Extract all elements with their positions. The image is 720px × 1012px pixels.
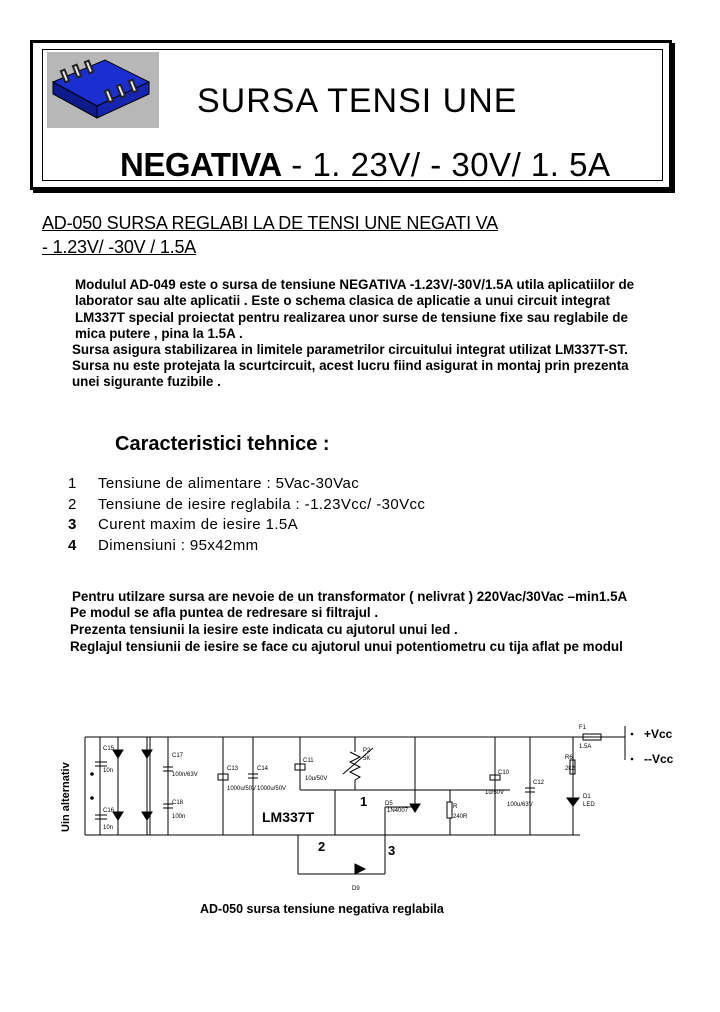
c16-value: 10n xyxy=(103,825,114,831)
c14-label: C14 xyxy=(257,766,269,772)
spec-item xyxy=(68,496,425,513)
d9-label: D9 xyxy=(352,886,360,892)
c15-label: C15 xyxy=(103,746,115,752)
d5-value: 1N4007 xyxy=(387,808,409,814)
pin-2-label: 2 xyxy=(318,839,326,854)
r-label: R xyxy=(453,804,458,810)
chip-logo xyxy=(47,52,159,128)
intro-line: Sursa nu este protejata la scurtcircuit, acest lucru fiind asigurat in montaj prin prezenta xyxy=(72,358,629,373)
c10-label: C10 xyxy=(498,770,510,776)
spec-number: 3 xyxy=(68,516,77,533)
p2-label: P2 xyxy=(363,748,371,754)
c11-label: C11 xyxy=(303,758,314,764)
c12-value: 100u/63V xyxy=(507,802,533,808)
spec-number: 4 xyxy=(68,537,77,554)
spec-item xyxy=(68,537,259,554)
intro-line: mica putere , pina la 1.5A . xyxy=(75,326,243,341)
specs-title: Caracteristici tehnice : xyxy=(115,433,330,455)
r-value: 240R xyxy=(453,814,468,820)
d1-label: D1 xyxy=(583,794,591,800)
r6-label: R6 xyxy=(565,755,573,761)
r6-value: 2k2 xyxy=(565,766,575,772)
title-bold-word: NEGATIVA xyxy=(120,146,282,183)
d5-label: D5 xyxy=(385,801,393,807)
schematic-caption: AD-050 sursa tensiune negativa reglabila xyxy=(200,902,444,916)
spec-item xyxy=(68,516,298,533)
title-line-1: SURSA TENSI UNE xyxy=(197,82,518,120)
c10-value: 1u/50V xyxy=(485,790,505,796)
f1-label: F1 xyxy=(579,725,587,731)
c11-value: 10u/50V xyxy=(305,776,328,782)
spec-text: Dimensiuni : 95x42mm xyxy=(98,537,259,554)
c13-value: 1000u/50V xyxy=(227,786,257,792)
product-heading-line-2: - 1.23V/ -30V / 1.5A xyxy=(42,237,197,257)
c14-value: 1000u/50V xyxy=(257,786,287,792)
product-heading-line-1: AD-050 SURSA REGLABI LA DE TENSI UNE NEGATI VA xyxy=(42,213,498,233)
title-box xyxy=(30,40,672,190)
c18-label: C18 xyxy=(172,800,184,806)
title-line-2 xyxy=(120,146,610,184)
ic-label: LM337T xyxy=(262,809,315,825)
usage-line: Pentru utilzare sursa are nevoie de un transformator ( nelivrat ) 220Vac/30Vac –min1.5A xyxy=(72,589,628,604)
output-terminal-plus xyxy=(631,733,634,736)
spec-item xyxy=(68,475,359,492)
spec-number: 2 xyxy=(68,496,77,513)
c17-value: 100n/63V xyxy=(172,772,198,778)
usage-line: Prezenta tensiunii la iesire este indicata cu ajutorul unui led . xyxy=(70,622,458,637)
output-terminal-minus xyxy=(631,758,634,761)
c17-label: C17 xyxy=(172,753,184,759)
c16-label: C16 xyxy=(103,808,115,814)
vcc-minus-label: --Vcc xyxy=(644,752,674,766)
p2-value: 5K xyxy=(363,756,371,762)
pin-1-label: 1 xyxy=(360,794,368,809)
c13-label: C13 xyxy=(227,766,239,772)
usage-line: Pe modul se afla puntea de redresare si filtrajul . xyxy=(70,605,379,620)
f1-value: 1.5A xyxy=(579,744,592,750)
spec-number: 1 xyxy=(68,475,77,492)
spec-text: Tensiune de alimentare : 5Vac-30Vac xyxy=(98,475,360,492)
title-range: - 1. 23V/ - 30V/ 1. 5A xyxy=(281,146,611,183)
intro-line: unei sigurante fuzibile . xyxy=(72,374,221,389)
c15-value: 10n xyxy=(103,768,114,774)
spec-text: Curent maxim de iesire 1.5A xyxy=(98,516,299,533)
spec-text: Tensiune de iesire reglabila : -1.23Vcc/ -30Vcc xyxy=(98,496,426,513)
intro-line: Sursa asigura stabilizarea in limitele parametrilor circuitului integrat utilizat LM337T-ST. xyxy=(72,342,628,357)
d1-value: LED xyxy=(583,802,595,808)
title-inner-frame xyxy=(42,49,663,181)
intro-line: Modulul AD-049 este o sursa de tensiune NEGATIVA -1.23V/-30V/1.5A utila aplicatiilor de xyxy=(75,277,635,292)
input-label: Uin alternativ xyxy=(60,762,72,832)
c12-label: C12 xyxy=(533,780,545,786)
circuit-schematic xyxy=(55,712,695,902)
intro-line: LM337T special proiectat pentru realizarea unor surse de tensiune fixe sau reglabile de xyxy=(75,310,628,325)
pin-3-label: 3 xyxy=(388,843,396,858)
intro-line: laborator sau alte aplicatii . Este o schema clasica de aplicatie a unui circuit integrat xyxy=(75,293,611,308)
c18-value: 100n xyxy=(172,814,186,820)
vcc-plus-label: +Vcc xyxy=(644,727,673,741)
usage-line: Reglajul tensiunii de iesire se face cu ajutorul unui potentiometru cu tija aflat pe modul xyxy=(70,639,623,654)
ic-chip-icon xyxy=(47,52,159,128)
